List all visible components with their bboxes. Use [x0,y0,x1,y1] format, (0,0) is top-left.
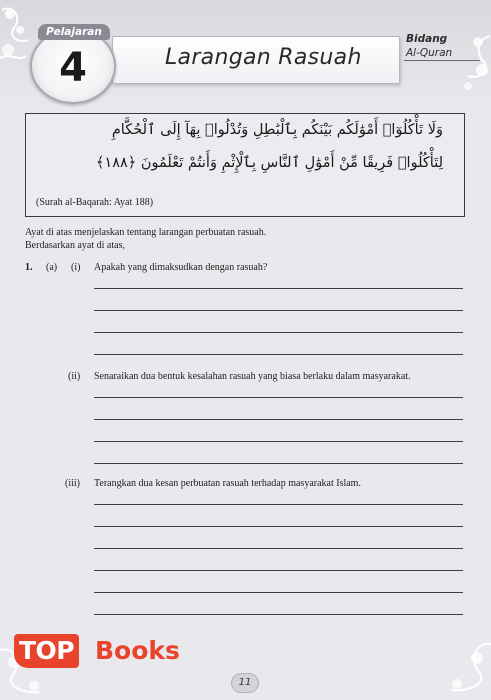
answer-line[interactable] [94,441,463,442]
watermark-logo-books: Books [95,636,180,665]
question-number: 1. [25,262,33,273]
answer-line[interactable] [94,288,463,289]
sub-question-text-ii: Senaraikan dua bentuk kesalahan rasuah yang biasa berlaku dalam masyarakat. [94,371,411,382]
answer-line[interactable] [94,526,463,527]
answer-line[interactable] [94,548,463,549]
answer-line[interactable] [94,354,463,355]
answer-line[interactable] [94,419,463,420]
watermark-logo-top: TOP [14,634,79,668]
answer-line[interactable] [94,570,463,571]
floral-ornament-bottom-right-icon [421,620,491,700]
page-number: 11 [231,673,259,693]
answer-line[interactable] [94,614,463,615]
answer-line[interactable] [94,332,463,333]
arabic-verse-line-1: وَلَا تَأْكُلُوٓا۟ أَمْوَٰلَكُم بَيْنَكُم بِٱلْبَٰطِلِ وَتُدْلُوا۟ بِهَآ إِلَى ٱلْحُكَّامِ [111,122,443,138]
sub-question-text-i: Apakah yang dimaksudkan dengan rasuah? [94,262,268,273]
arabic-verse-line-2: لِتَأْكُلُوا۟ فَرِيقًا مِّنْ أَمْوَٰلِ ٱلنَّاسِ بِٱلْإِثْمِ وَأَنتُمْ تَعْلَمُونَ ﴿١٨٨﴾ [95,155,443,171]
lesson-number: 4 [59,45,87,91]
lesson-label: Pelajaran [46,26,102,38]
answer-line[interactable] [94,504,463,505]
field-label: Bidang [406,33,448,45]
answer-line[interactable] [94,397,463,398]
sub-question-text-iii: Terangkan dua kesan perbuatan rasuah terhadap masyarakat Islam. [94,478,361,489]
question-part: (a) [46,262,58,273]
answer-line[interactable] [94,592,463,593]
answer-line[interactable] [94,310,463,311]
sub-question-label-i: (i) [71,262,81,273]
floral-ornament-right-icon [446,30,491,100]
intro-line-2: Berdasarkan ayat di atas, [25,240,125,251]
sub-question-label-iii: (iii) [65,478,80,489]
field-divider [404,60,480,61]
answer-line[interactable] [94,463,463,464]
lesson-title: Larangan Rasuah [165,45,362,70]
sub-question-label-ii: (ii) [68,371,81,382]
ayat-reference: (Surah al-Baqarah: Ayat 188) [36,197,154,208]
field-value: Al-Quran [406,47,453,59]
intro-line-1: Ayat di atas menjelaskan tentang larangan perbuatan rasuah. [25,227,267,238]
